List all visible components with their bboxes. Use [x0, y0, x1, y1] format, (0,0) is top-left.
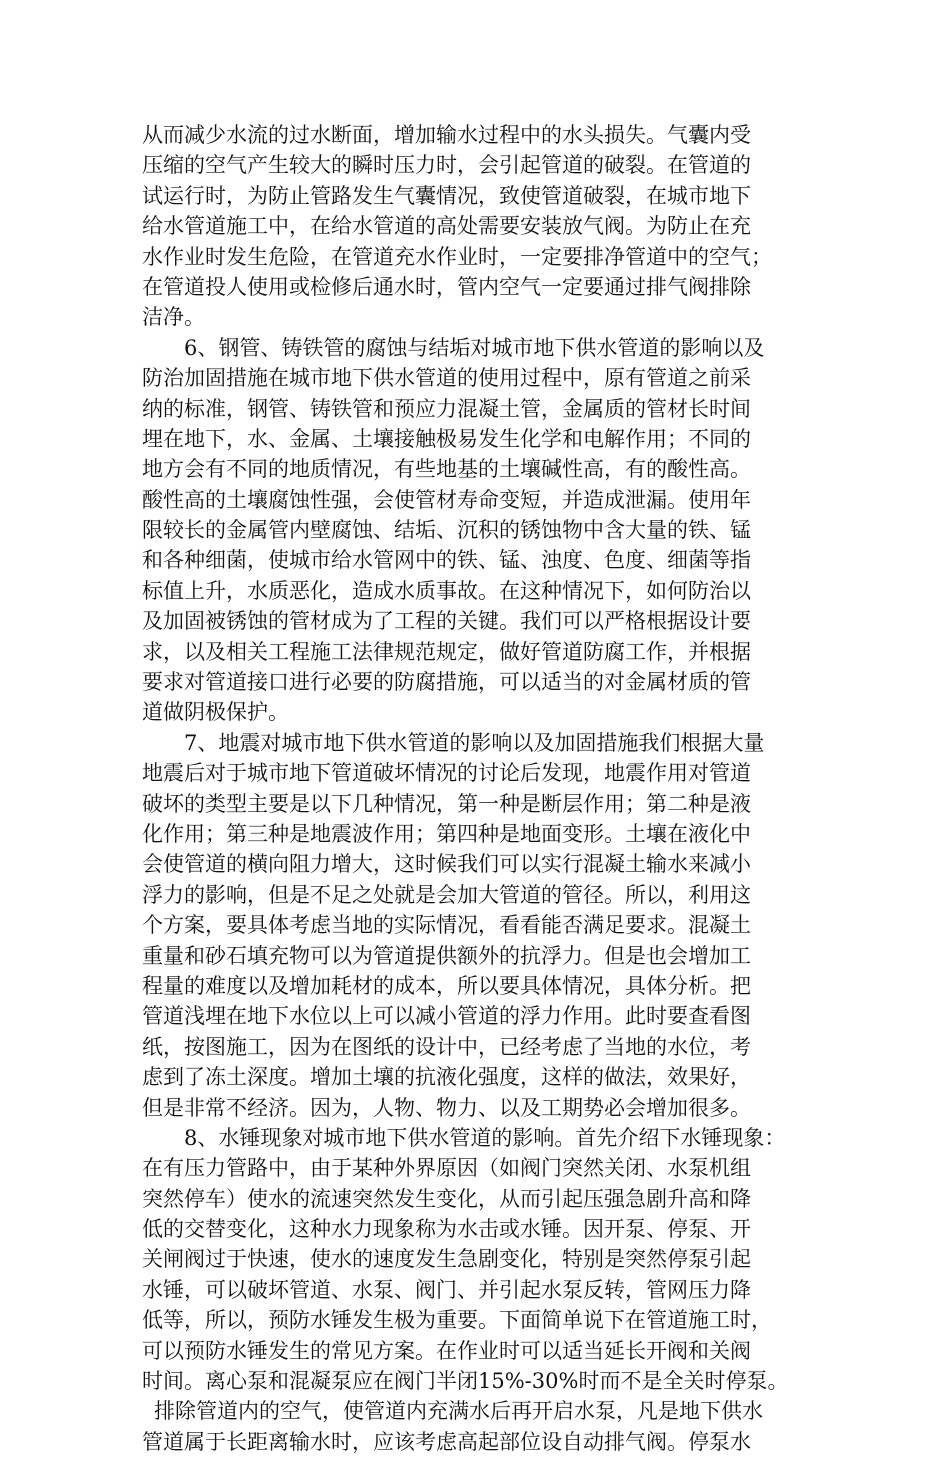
text-line: 低的交替变化，这种水力现象称为水击或水锤。因开泵、停泵、开 — [142, 1217, 751, 1242]
text-line: 关闸阀过于快速，使水的速度发生急剧变化，特别是突然停泵引起 — [142, 1247, 751, 1272]
text-line: 防治加固措施在城市地下供水管道的使用过程中，原有管道之前采 — [142, 366, 751, 391]
text-line: 突然停车）使水的流速突然发生变化，从而引起压强急剧升高和降 — [142, 1186, 751, 1211]
text-line: 水锤，可以破坏管道、水泵、阀门、并引起水泵反转，管网压力降 — [142, 1277, 751, 1302]
text-line: 排除管道内的空气，使管道内充满水后再开启水泵，凡是地下供水 — [154, 1399, 763, 1424]
text-line: 纸，按图施工，因为在图纸的设计中，已经考虑了当地的水位，考 — [142, 1034, 751, 1059]
text-line: 标值上升，水质恶化，造成水质事故。在这种情况下，如何防治以 — [142, 578, 751, 603]
text-line: 道做阴极保护。 — [142, 700, 289, 725]
text-line: 要求对管道接口进行必要的防腐措施，可以适当的对金属材质的管 — [142, 670, 751, 695]
text-line: 会使管道的横向阻力增大，这时候我们可以实行混凝土输水来减小 — [142, 852, 751, 877]
text-line: 程量的难度以及增加耗材的成本，所以要具体情况，具体分析。把 — [142, 973, 751, 998]
text-line: 给水管道施工中，在给水管道的高处需要安装放气阀。为防止在充 — [142, 214, 751, 239]
document-page — [142, 120, 812, 1457]
text-line: 但是非常不经济。因为，人物、物力、以及工期势必会增加很多。 — [142, 1095, 751, 1120]
text-line: 地方会有不同的地质情况，有些地基的土壤碱性高，有的酸性高。 — [142, 457, 751, 482]
text-line: 洁净。 — [142, 305, 205, 330]
text-line: 可以预防水锤发生的常见方案。在作业时可以适当延长开阀和关阀 — [142, 1338, 751, 1363]
text-line: 个方案，要具体考虑当地的实际情况，看看能否满足要求。混凝土 — [142, 913, 751, 938]
text-line: 和各种细菌，使城市给水管网中的铁、锰、浊度、色度、细菌等指 — [142, 548, 751, 573]
text-line: 从而减少水流的过水断面，增加输水过程中的水头损失。气囊内受 — [142, 123, 751, 147]
text-line: 限较长的金属管内壁腐蚀、结垢、沉积的锈蚀物中含大量的铁、锰 — [142, 518, 751, 543]
text-line: 试运行时，为防止管路发生气囊情况，致使管道破裂，在城市地下 — [142, 183, 751, 208]
paragraph-heading-6: 6、钢管、铸铁管的腐蚀与结垢对城市地下供水管道的影响以及 — [184, 335, 765, 360]
text-line: 化作用；第三种是地震波作用；第四种是地面变形。土壤在液化中 — [142, 821, 751, 846]
text-line: 酸性高的土壤腐蚀性强，会使管材寿命变短，并造成泄漏。使用年 — [142, 487, 751, 512]
text-line: 低等，所以，预防水锤发生极为重要。下面简单说下在管道施工时， — [142, 1308, 772, 1333]
text-line: 埋在地下，水、金属、土壤接触极易发生化学和电解作用；不同的 — [142, 426, 751, 451]
text-line: 水作业时发生危险，在管道充水作业时，一定要排净管道中的空气； — [142, 244, 772, 269]
text-line: 破坏的类型主要是以下几种情况，第一种是断层作用；第二种是液 — [142, 791, 751, 816]
paragraph-heading-8: 8、水锤现象对城市地下供水管道的影响。首先介绍下水锤现象： — [184, 1125, 786, 1150]
text-line: 管道属于长距离输水时，应该考虑高起部位设自动排气阀。停泵水 — [142, 1429, 751, 1454]
text-line: 重量和砂石填充物可以为管道提供额外的抗浮力。但是也会增加工 — [142, 943, 751, 968]
text-line: 纳的标准，钢管、铸铁管和预应力混凝土管，金属质的管材长时间 — [142, 396, 751, 421]
text-line: 及加固被锈蚀的管材成为了工程的关键。我们可以严格根据设计要 — [142, 609, 751, 634]
text-line: 在管道投人使用或检修后通水时，管内空气一定要通过排气阀排除 — [142, 274, 751, 299]
text-line: 在有压力管路中，由于某种外界原因（如阀门突然关闭、水泵机组 — [142, 1156, 751, 1181]
text-line: 虑到了冻土深度。增加土壤的抗液化强度，这样的做法，效果好， — [142, 1065, 751, 1090]
text-line: 时间。离心泵和混凝泵应在阀门半闭15%-30%时而不是全关时停泵。 — [142, 1369, 789, 1394]
text-line: 管道浅埋在地下水位以上可以减小管道的浮力作用。此时要查看图 — [142, 1004, 751, 1029]
text-line: 压缩的空气产生较大的瞬时压力时，会引起管道的破裂。在管道的 — [142, 153, 751, 178]
paragraph-heading-7: 7、地震对城市地下供水管道的影响以及加固措施我们根据大量 — [184, 730, 765, 755]
text-line: 求，以及相关工程施工法律规范规定，做好管道防腐工作，并根据 — [142, 639, 751, 664]
text-line: 地震后对于城市地下管道破坏情况的讨论后发现，地震作用对管道 — [142, 761, 751, 786]
text-line: 浮力的影响，但是不足之处就是会加大管道的管径。所以，利用这 — [142, 882, 751, 907]
